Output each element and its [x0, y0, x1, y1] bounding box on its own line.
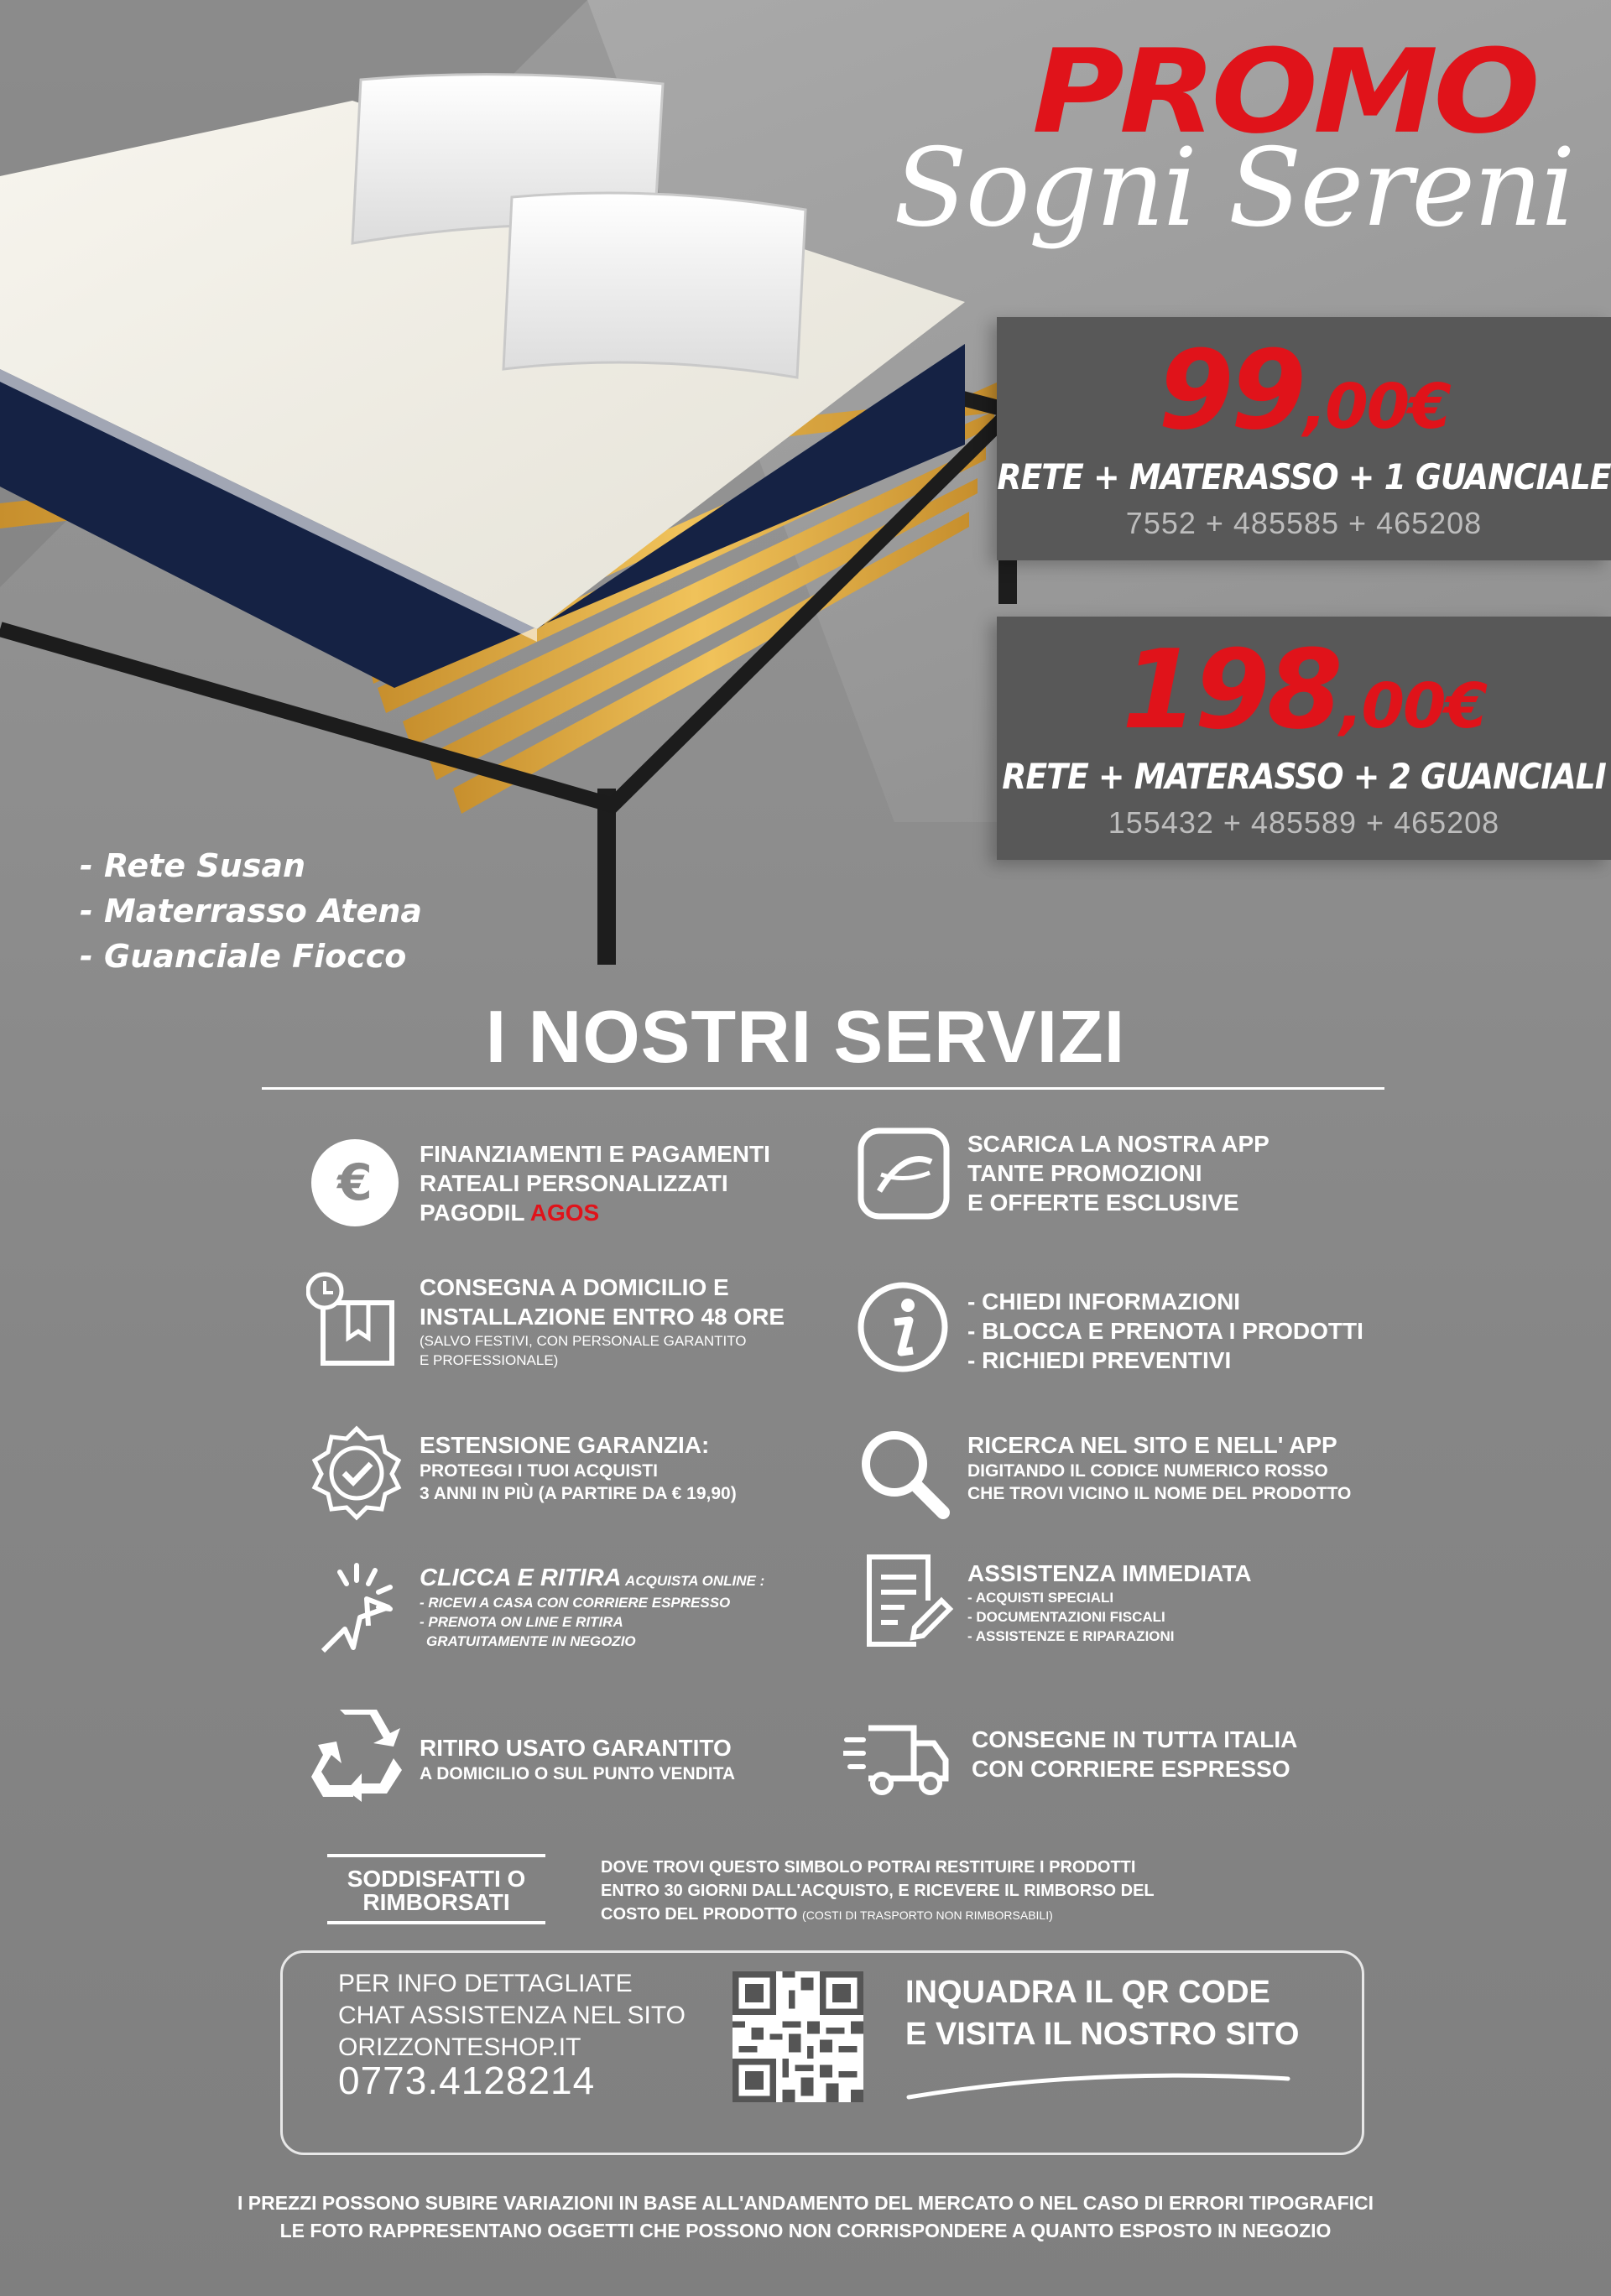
satisfaction-badge: SODDISFATTI O RIMBORSATI — [327, 1854, 545, 1924]
truck-icon — [843, 1703, 952, 1804]
product-item: - Rete Susan — [80, 847, 306, 884]
contact-box — [280, 1950, 1364, 2155]
svg-text:€: € — [337, 1153, 373, 1212]
divider — [262, 1087, 1384, 1090]
guarantee-text: DOVE TROVI QUESTO SIMBOLO POTRAI RESTITUIRE I PRODOTTI ENTRO 30 GIORNI DALL'ACQUISTO, E RICEVERE IL RIMBORSO DEL COSTO DEL PRODOTTO (COSTI DI TRASPORTO NON RIMBORSABILI) — [601, 1858, 1155, 1924]
promo-flyer: PROMO Sogni Sereni 99,00€ RETE + MATERASSO + 1 GUANCIALE 7552 + 485585 + 465208 198,00€ RETE + MATERASSO + 2 GUANCIALI 155432 + 485589 + 465208 - Rete Susan - Materrasso Atena - Guanciale Fiocco I NOSTRI SERVIZI € FINANZIAMENTI E PAGAMENTI RATEALI PERSONALIZZATI PAGODIL AGOS SCARICA LA NOSTRA APP TANTE PROMOZIONI E OFFERTE ESCLUSIVE CONSEGNA A DOMICILIO E INSTALLAZIONE ENTRO 48 ORE (SALVO FESTIVI, CON PERSONALE GARANTITO E PROFESSIONALE) - CHIEDI INFORMAZIONI - BLOCCA E PRENOTA I PRODOTTI - RICHIEDI PREVENTIVI ESTENSIONE GARANZIA: PROTEGGI I TUOI ACQUISTI 3 ANNI IN PIÙ (A PARTIRE DA € 19,90) RICERCA NEL SITO E NELL' APP DIGITANDO IL CODICE NUMERICO ROSSO CHE TROVI VICINO IL NOME DEL PRODOTTO CLICCA E RITIRA ACQUISTA ONLINE : - RICEVI A CASA CON CORRIERE ESPRESSO - PRENOTA ON LINE E RITIRA GRATUITAMENTE IN NEGOZIO ASSISTENZA IMMEDIATA - ACQUISTI SPECIALI - DOCUMENTAZIONI FISCALI - ASSISTENZE E RIPARAZIONI RITIRO USATO GARANTITO A DOMICILIO O SUL PUNTO VENDITA CONSEGNE IN TUTTA ITALIA CON CORRIERE ESPRESSO SODDISFATTI O RIMBORSATI DOVE TROVI QUESTO SIMBOLO POTRAI RESTITUIRE I PRODOTTI ENTRO 30 GIORNI DALL'ACQUISTO, E RICEVERE IL RIMBORSO DEL COSTO DEL PRODOTTO (COSTI DI TRASPORTO NON RIMBORSABILI) PER INFO DETTAGLIATE CHAT ASSISTENZA NEL SITO ORIZZONTESHOP.IT 0773.4128214 INQUADRA IL QR CODE E VISITA IL NOSTRO SITO I PREZZI POSSONO SUBIRE VARIAZIONI IN BASE ALL'ANDAMENTO DEL MERCATO O NEL CASO DI ERRORI TIPOGRAFICI LE FOTO RAPPRESENTANO OGGETTI CHE POSSONO NON CORRISPONDERE A QUANTO ESPOSTO IN NEGOZIO — [0, 0, 1611, 2296]
badge-check-icon — [306, 1422, 407, 1523]
promo-heading: PROMO — [1032, 24, 1535, 160]
contact-info: PER INFO DETTAGLIATE CHAT ASSISTENZA NEL SITO ORIZZONTESHOP.IT — [338, 1968, 686, 2064]
price-integer: 198 — [1122, 626, 1340, 753]
search-icon — [854, 1422, 955, 1523]
price-decimals: ,00€ — [1339, 670, 1486, 742]
cursor-click-icon — [306, 1559, 407, 1659]
swoosh-decoration — [905, 2060, 1291, 2102]
qr-callout: INQUADRA IL QR CODE E VISITA IL NOSTRO SITO — [905, 1975, 1300, 2052]
product-list — [80, 843, 422, 979]
services-title: I NOSTRI SERVIZI — [485, 995, 1126, 1078]
footer-disclaimer: I PREZZI POSSONO SUBIRE VARIAZIONI IN BASE ALL'ANDAMENTO DEL MERCATO O NEL CASO DI ERRORI TIPOGRAFICI LE FOTO RAPPRESENTANO OGGETTI CHE POSSONO NON CORRISPONDERE A QUANTO ESPOSTO IN NEGOZIO — [237, 2192, 1374, 2241]
agos-logo: AGOS — [529, 1200, 600, 1226]
promo-subtitle: Sogni Sereni — [894, 126, 1574, 251]
offer-card-2 — [997, 617, 1611, 860]
product-item: - Guanciale Fiocco — [80, 938, 407, 975]
price-integer: 99 — [1158, 326, 1304, 454]
product-item: - Materrasso Atena — [80, 893, 423, 929]
app-logo-icon — [854, 1124, 955, 1225]
euro-icon — [306, 1132, 407, 1233]
offer-price — [997, 326, 1611, 454]
offer-description: RETE + MATERASSO + 2 GUANCIALI — [1002, 756, 1606, 797]
website-link[interactable]: ORIZZONTESHOP.IT — [338, 2033, 581, 2061]
info-icon — [854, 1275, 955, 1376]
offer-price — [997, 626, 1611, 753]
offer-codes: 155432 + 485589 + 465208 — [1108, 805, 1500, 840]
offer-card-1 — [997, 317, 1611, 560]
phone-number[interactable]: 0773.4128214 — [338, 2059, 596, 2102]
price-decimals: ,00€ — [1303, 371, 1450, 443]
document-edit-icon — [854, 1550, 955, 1651]
recycle-icon — [306, 1703, 407, 1804]
qr-code-image[interactable] — [733, 1971, 863, 2102]
offer-codes: 7552 + 485585 + 465208 — [1125, 506, 1483, 540]
offer-description: RETE + MATERASSO + 1 GUANCIALE — [997, 456, 1611, 497]
clock-box-icon — [306, 1271, 407, 1372]
